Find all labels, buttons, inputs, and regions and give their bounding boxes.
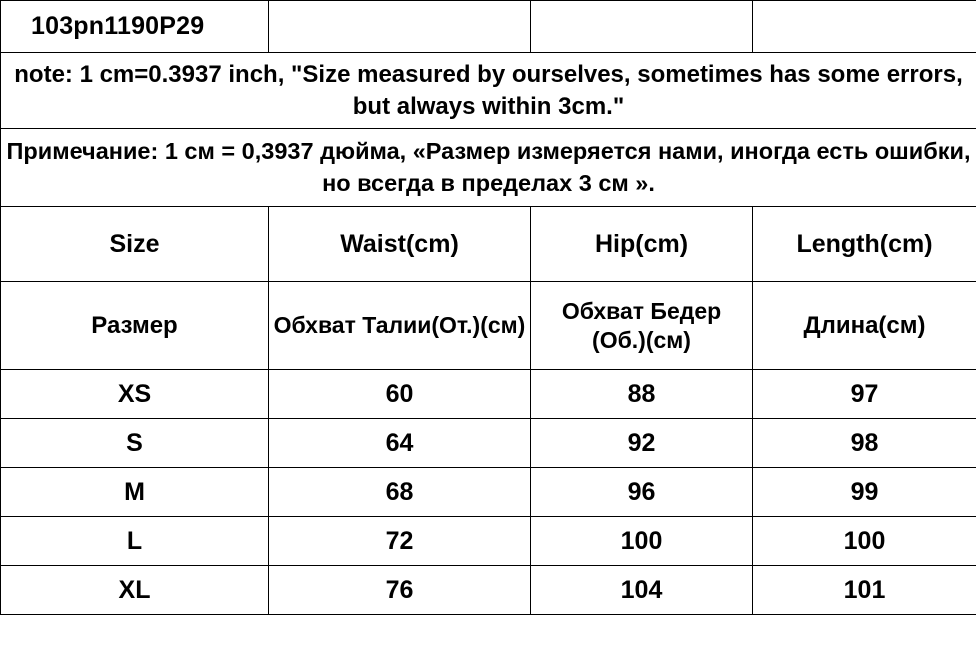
header-length-ru: Длина(см) (753, 282, 976, 370)
product-code-cell: 103pn1190P29 (1, 1, 269, 53)
cell-hip: 96 (531, 468, 753, 517)
cell-length: 97 (753, 370, 976, 419)
cell-waist: 60 (269, 370, 531, 419)
cell-size: M (1, 468, 269, 517)
cell-size: L (1, 517, 269, 566)
blank-cell-3 (753, 1, 976, 53)
header-size-en: Size (1, 207, 269, 282)
table-row (1, 370, 976, 419)
cell-size: XL (1, 566, 269, 615)
cell-size: S (1, 419, 269, 468)
cell-waist: 64 (269, 419, 531, 468)
table-row (1, 566, 976, 615)
note-russian-cell: Примечание: 1 см = 0,3937 дюйма, «Размер измеряется нами, иногда есть ошибки, но всегда в пределах 3 см ». (1, 129, 976, 207)
table-row-note-english (1, 53, 976, 129)
table-row (1, 419, 976, 468)
header-hip-en: Hip(cm) (531, 207, 753, 282)
table-row (1, 517, 976, 566)
cell-length: 98 (753, 419, 976, 468)
cell-waist: 72 (269, 517, 531, 566)
cell-hip: 104 (531, 566, 753, 615)
header-size-ru: Размер (1, 282, 269, 370)
header-hip-ru: Обхват Бедер (Об.)(см) (531, 282, 753, 370)
header-waist-ru: Обхват Талии(От.)(см) (269, 282, 531, 370)
cell-hip: 88 (531, 370, 753, 419)
cell-length: 99 (753, 468, 976, 517)
header-waist-en: Waist(cm) (269, 207, 531, 282)
table-row-note-russian (1, 129, 976, 207)
cell-size: XS (1, 370, 269, 419)
note-english-cell: note: 1 cm=0.3937 inch, "Size measured by ourselves, sometimes has some errors, but always within 3cm." (1, 53, 976, 129)
cell-length: 100 (753, 517, 976, 566)
cell-hip: 92 (531, 419, 753, 468)
cell-hip: 100 (531, 517, 753, 566)
table-row (1, 468, 976, 517)
cell-waist: 68 (269, 468, 531, 517)
table-row-product-code (1, 1, 976, 53)
cell-waist: 76 (269, 566, 531, 615)
table-header-row-russian (1, 282, 976, 370)
cell-length: 101 (753, 566, 976, 615)
header-length-en: Length(cm) (753, 207, 976, 282)
blank-cell-2 (531, 1, 753, 53)
blank-cell-1 (269, 1, 531, 53)
table-header-row-english (1, 207, 976, 282)
